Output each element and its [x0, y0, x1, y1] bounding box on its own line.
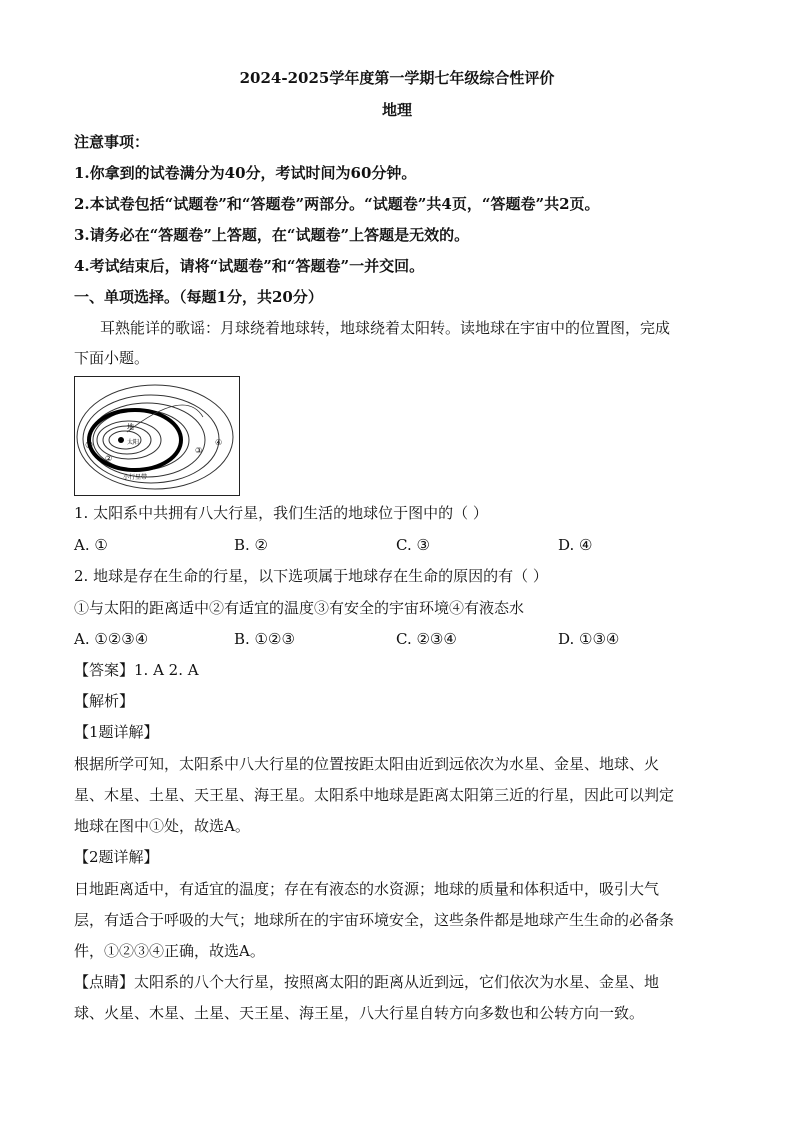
- detail-2-line-1: 日地距离适中，有适宜的温度；存在有液态的水资源；地球的质量和体积适中，吸引大气: [74, 880, 660, 898]
- q2-statement: ①与太阳的距离适中②有适宜的温度③有安全的宇宙环境④有液态水: [74, 599, 525, 617]
- asteroid-belt-label: 小行星带: [123, 474, 148, 481]
- section-heading: 一、单项选择。（每题1分，共20分）: [74, 288, 323, 306]
- detail-1-line-3: 地球在图中①处，故选A。: [74, 817, 250, 835]
- marker-2: ②: [105, 454, 113, 463]
- orbit-outer-3: [89, 403, 205, 477]
- subject-title: 地理: [381, 101, 412, 119]
- detail-1-line-1: 根据所学可知，太阳系中八大行星的位置按距太阳由近到远依次为水星、金星、地球、火: [74, 755, 660, 773]
- detail-2-line-2: 层，有适合于呼吸的大气；地球所在的宇宙环境安全，这些条件都是地球产生生命的必备条: [74, 911, 675, 929]
- detail-2-heading: 【2题详解】: [74, 848, 159, 866]
- q2-stem: 2. 地球是存在生命的行星，以下选项属于地球存在生命的原因的有（ ）: [74, 567, 548, 585]
- notice-item-1: 1.你拿到的试卷满分为40分，考试时间为60分钟。: [74, 164, 417, 182]
- q2-option-b: B. ①②③: [234, 630, 295, 648]
- orbit-top-label: 地: [127, 423, 134, 431]
- detail-1-heading: 【1题详解】: [74, 723, 159, 741]
- q1-option-d: D. ④: [558, 536, 593, 554]
- solar-system-figure: [74, 376, 240, 496]
- orbit-outer-1: [77, 385, 233, 489]
- tip-line-2: 球、火星、木星、土星、天王星、海王星，八大行星自转方向多数也和公转方向一致。: [74, 1004, 645, 1022]
- answer-line: 【答案】1. A 2. A: [74, 661, 199, 679]
- q2-option-c: C. ②③④: [396, 630, 457, 648]
- detail-1-line-2: 星、木星、土星、天王星、海王星。太阳系中地球是距离太阳第三近的行星，因此可以判定: [74, 786, 675, 804]
- detail-2-line-3: 件，①②③④正确，故选A。: [74, 942, 265, 960]
- sun-icon: [118, 437, 124, 443]
- marker-4: ④: [215, 438, 223, 447]
- q2-option-d: D. ①③④: [558, 630, 620, 648]
- sun-label: 太阳: [127, 439, 140, 446]
- q2-option-a: A. ①②③④: [74, 630, 149, 648]
- q1-option-a: A. ①: [74, 536, 108, 554]
- q1-option-b: B. ②: [234, 536, 269, 554]
- notice-item-3: 3.请务必在“答题卷”上答题，在“试题卷”上答题是无效的。: [74, 226, 470, 244]
- q1-option-c: C. ③: [396, 536, 430, 554]
- notice-item-4: 4.考试结束后，请将“试题卷”和“答题卷”一并交回。: [74, 257, 425, 275]
- tip-line-1: 【点睛】太阳系的八个大行星，按照离太阳的距离从近到远，它们依次为水星、金星、地: [74, 973, 660, 991]
- intro-line-1: 耳熟能详的歌谣：月球绕着地球转，地球绕着太阳转。读地球在宇宙中的位置图，完成: [100, 319, 671, 337]
- intro-line-2: 下面小题。: [74, 349, 150, 367]
- notice-heading: 注意事项：: [74, 133, 150, 151]
- marker-3: ③: [195, 446, 203, 455]
- marker-1: ①: [85, 441, 94, 451]
- notice-item-2: 2.本试卷包括“试题卷”和“答题卷”两部分。“试题卷”共4页，“答题卷”共2页。: [74, 195, 600, 213]
- solar-system-diagram: [75, 377, 239, 495]
- exam-title: 2024-2025学年度第一学期七年级综合性评价: [239, 69, 555, 87]
- analysis-heading: 【解析】: [74, 692, 135, 710]
- q1-stem: 1. 太阳系中共拥有八大行星，我们生活的地球位于图中的（ ）: [74, 504, 488, 522]
